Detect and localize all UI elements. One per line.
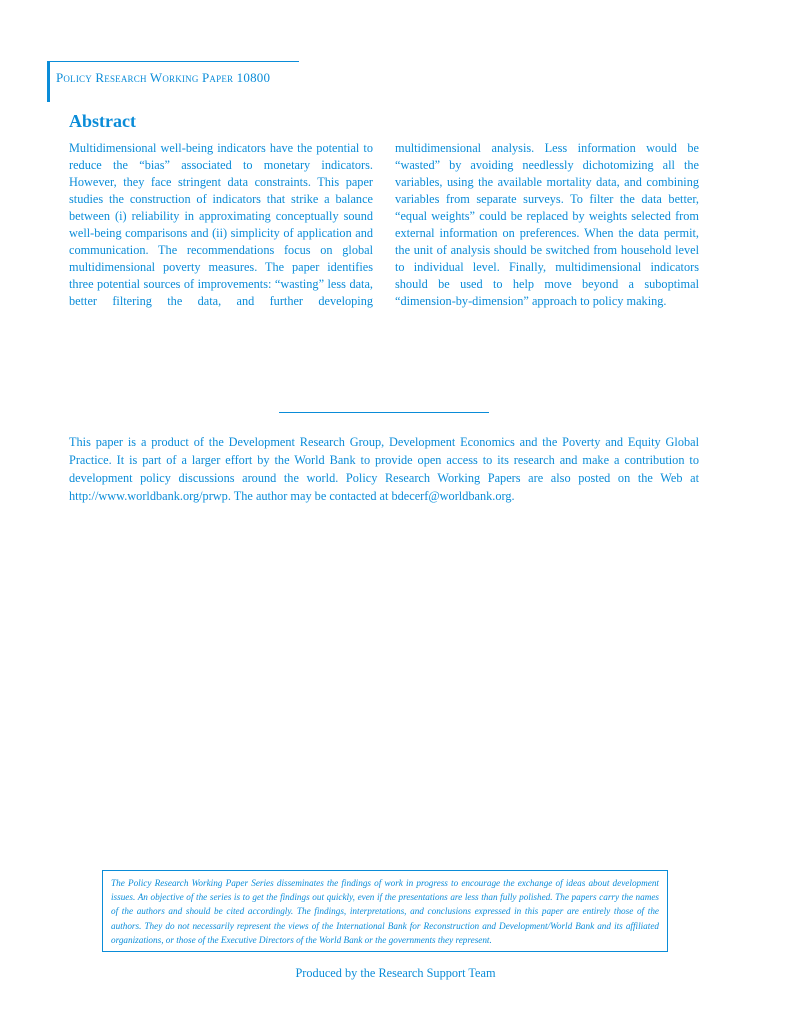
series-title: Policy Research Working Paper 10800 <box>56 70 271 85</box>
product-note: This paper is a product of the Development Research Group, Development Economics and the Poverty and Equity Global Practice. It is part of a larger effort by the World Bank to provide open access to its research and make a contribution to development policy discussions around the world. Policy Research Working Papers are also posted on the Web at http://www.worldbank.org/prwp. The author may be contacted at bdecerf@worldbank.org. <box>69 435 699 503</box>
series-top-rule <box>47 61 299 62</box>
abstract-body: Multidimensional well-being indicators have the potential to reduce the “bias” associated to monetary indicators. However, they face stringent data constraints. This paper studies the construction of indicators that strike a balance between (i) reliability in approximating conceptually sound well-being comparisons and (ii) simplicity of application and communication. The recommendations focus on global multidimensional poverty measures. The paper identifies three potential sources of improvements: “wasting” less data, better filtering the data, and further developing multidimensional analysis. Less information would be “wasted” by avoiding needlessly dichotomizing all the variables, using the available mortality data, and combining variables from separate surveys. To filter the data better, “equal weights” could be replaced by weights selected from external information on preferences. When the data permit, the unit of analysis should be switched from household level to individual level. Finally, multidimensional indicators should be used to help move beyond a suboptimal “dimension-by-dimension” approach to policy making. <box>69 141 699 308</box>
series-left-bar <box>47 61 50 102</box>
producer-line: Produced by the Research Support Team <box>295 966 496 980</box>
disclaimer-box <box>102 870 668 952</box>
disclaimer-text: The Policy Research Working Paper Series disseminates the findings of work in progress to encourage the exchange of ideas about development issues. An objective of the series is to get the findings out quickly, even if the presentations are less than fully polished. The papers carry the names of the authors and should be cited accordingly. The findings, interpretations, and conclusions expressed in this paper are entirely those of the authors. They do not necessarily represent the views of the International Bank for Reconstruction and Development/World Bank and its affiliated organizations, or those of the Executive Directors of the World Bank or the governments they represent. <box>111 878 659 945</box>
section-divider <box>279 412 489 413</box>
abstract-heading: Abstract <box>69 111 136 131</box>
